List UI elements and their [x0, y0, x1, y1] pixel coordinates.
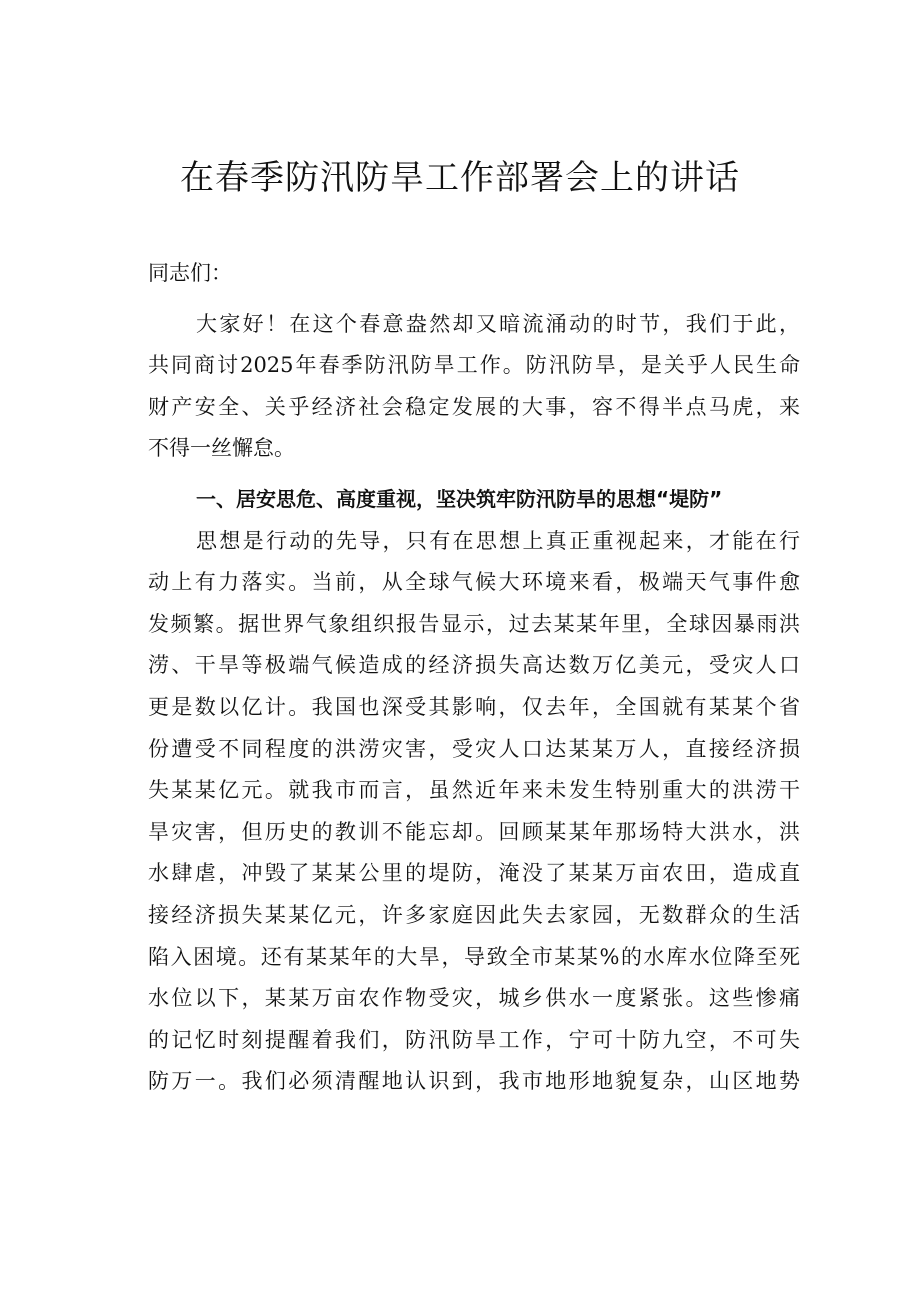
salutation: 同志们：	[148, 261, 232, 285]
paragraph-line: 份遭受不同程度的洪涝灾害，受灾人口达某某万人，直接经济损	[148, 736, 800, 761]
document-body	[148, 253, 800, 1103]
paragraph-line: 发频繁。据世界气象组织报告显示，过去某某年里，全球因暴雨洪	[148, 611, 800, 636]
paragraph-line: 水位以下，某某万亩农作物受灾，城乡供水一度紧张。这些惨痛	[148, 986, 800, 1011]
paragraph-line: 财产安全、关乎经济社会稳定发展的大事，容不得半点马虎，来	[148, 394, 800, 419]
paragraph-line: 接经济损失某某亿元，许多家庭因此失去家园，无数群众的生活	[148, 902, 800, 927]
paragraph-line: 更是数以亿计。我国也深受其影响，仅去年，全国就有某某个省	[148, 694, 800, 719]
paragraph-line: 涝、干旱等极端气候造成的经济损失高达数万亿美元，受灾人口	[148, 653, 800, 678]
paragraph-line: 防万一。我们必须清醒地认识到，我市地形地貌复杂，山区地势	[148, 1069, 800, 1094]
paragraph-line: 共同商讨2025年春季防汛防旱工作。防汛防旱，是关乎人民生命	[148, 353, 800, 378]
paragraph-line: 旱灾害，但历史的教训不能忘却。回顾某某年那场特大洪水，洪	[148, 819, 800, 844]
section-heading	[148, 479, 800, 521]
paragraph-section-one	[148, 521, 800, 1103]
paragraph-line: 的记忆时刻提醒着我们，防汛防旱工作，宁可十防九空，不可失	[148, 1027, 800, 1052]
paragraph-line: 不得一丝懈怠。	[148, 436, 295, 461]
paragraph-line: 陷入困境。还有某某年的大旱，导致全市某某%的水库水位降至死	[148, 944, 800, 969]
paragraph-gap	[148, 295, 800, 304]
paragraph-line: 失某某亿元。就我市而言，虽然近年来未发生特别重大的洪涝干	[148, 778, 800, 803]
paragraph-line: 动上有力落实。当前，从全球气候大环境来看，极端天气事件愈	[148, 570, 800, 595]
paragraph-intro	[148, 304, 800, 470]
paragraph-line: 大家好！在这个春意盎然却又暗流涌动的时节，我们于此，	[196, 311, 800, 336]
paragraph-line: 水肆虐，冲毁了某某公里的堤防，淹没了某某万亩农田，造成直	[148, 861, 800, 886]
section-heading-text: 一、居安思危、高度重视，坚决筑牢防汛防旱的思想“堤防”	[196, 486, 723, 511]
document-title: 在春季防汛防旱工作部署会上的讲话	[180, 158, 740, 198]
paragraph-line: 思想是行动的先导，只有在思想上真正重视起来，才能在行	[196, 528, 800, 553]
paragraph-gap	[148, 470, 800, 479]
